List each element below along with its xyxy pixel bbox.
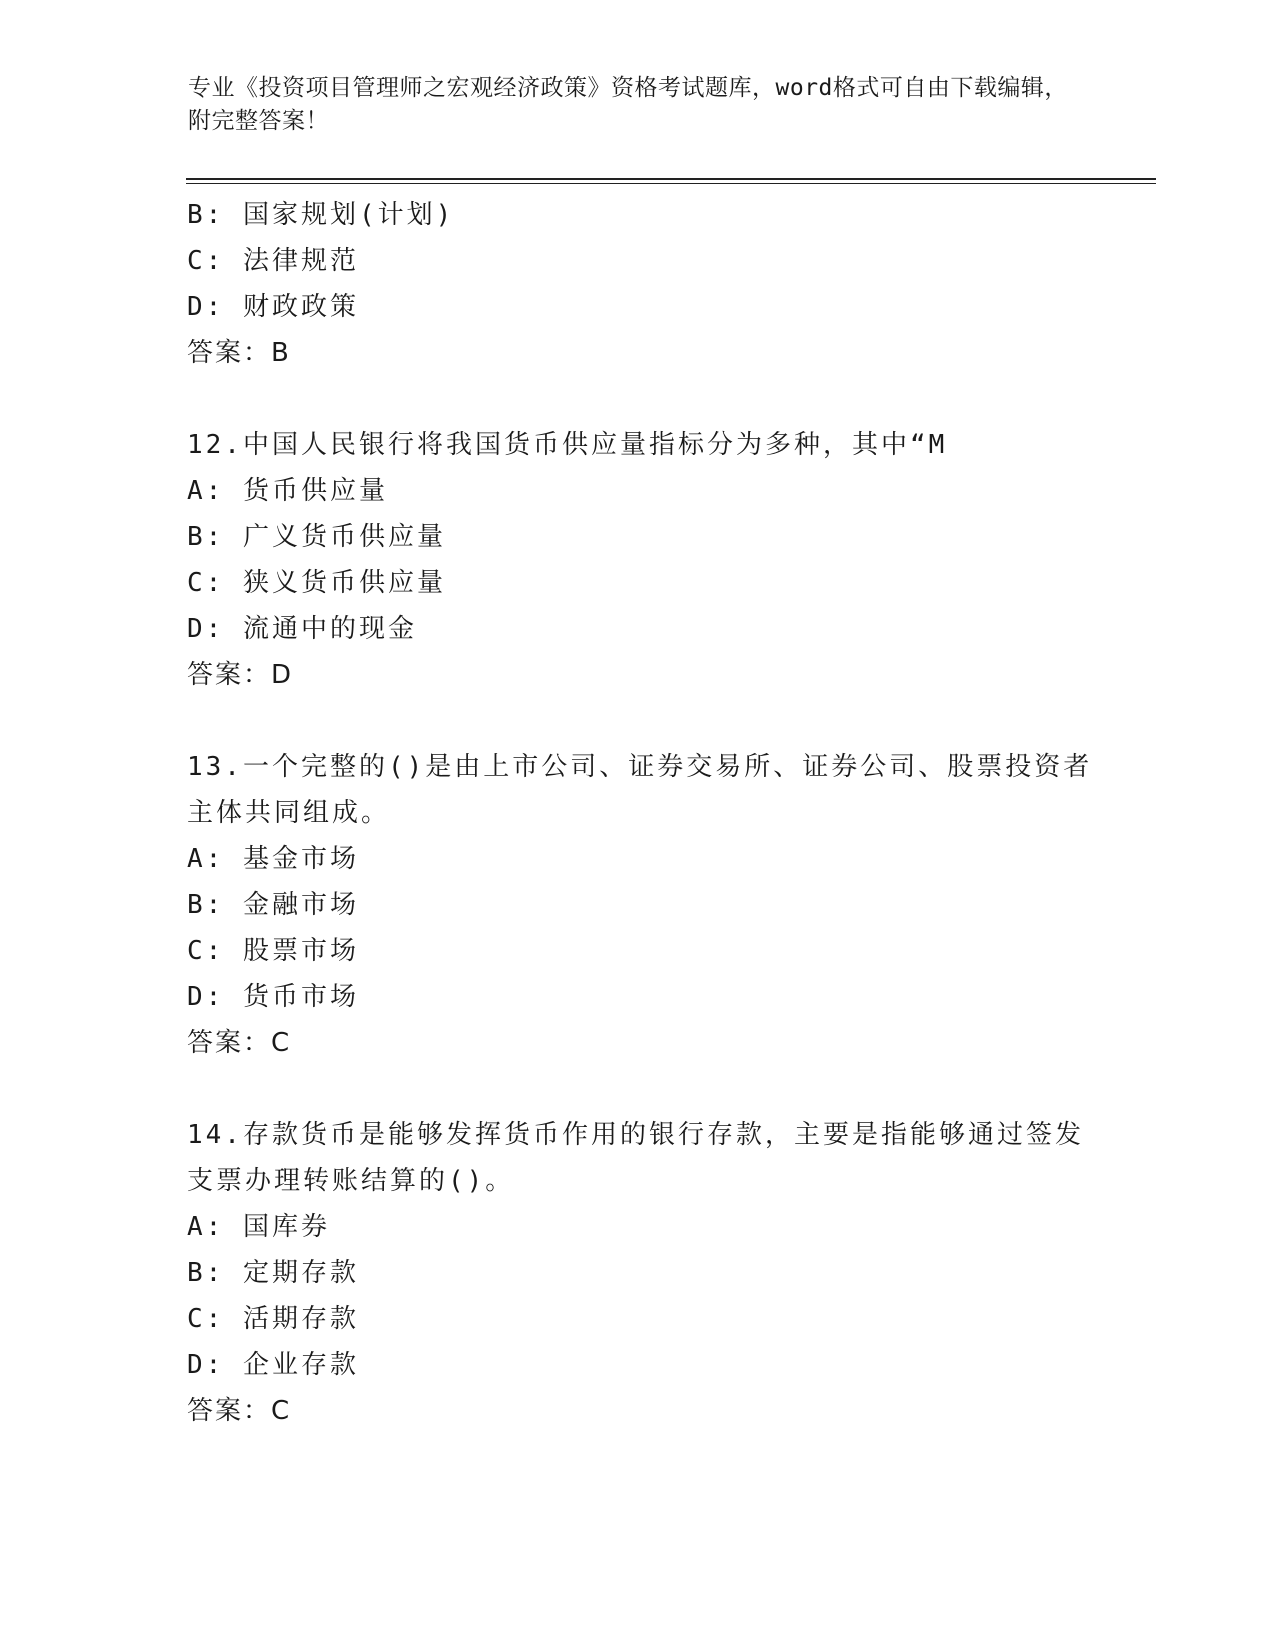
answer: 答案：C [187,1028,292,1058]
question-block-14 [187,1112,1087,1434]
option-a: A: 国库券 [187,1212,330,1242]
question-text-line-1: 14.存款货币是能够发挥货币作用的银行存款，主要是指能够通过签发 [187,1120,1084,1150]
option-a: A: 基金市场 [187,844,359,874]
header-divider-thick [186,178,1156,180]
option-d: D: 财政政策 [187,292,359,322]
header-divider-thin [186,183,1156,184]
answer: 答案：B [187,338,291,368]
option-c: C: 法律规范 [187,246,359,276]
spacer [187,698,1087,744]
question-block-12 [187,422,1087,698]
option-a: A: 货币供应量 [187,476,388,506]
option-c: C: 股票市场 [187,936,359,966]
spacer [187,376,1087,422]
answer: 答案：C [187,1396,292,1426]
option-c: C: 活期存款 [187,1304,359,1334]
option-b: B: 国家规划(计划) [187,200,455,230]
option-c: C: 狭义货币供应量 [187,568,446,598]
answer: 答案：D [187,660,294,690]
question-text: 12.中国人民银行将我国货币供应量指标分为多种，其中“M [187,430,948,460]
question-block-13 [187,744,1093,1066]
question-list [187,192,1093,1434]
question-text-line-2: 主体共同组成。 [187,798,391,828]
question-text-line-2: 支票办理转账结算的()。 [187,1166,515,1196]
question-text-line-1: 13.一个完整的()是由上市公司、证券交易所、证券公司、股票投资者 [187,752,1093,782]
option-d: D: 流通中的现金 [187,614,417,644]
option-b: B: 广义货币供应量 [187,522,446,552]
option-b: B: 金融市场 [187,890,359,920]
document-header: 专业《投资项目管理师之宏观经济政策》资格考试题库，word格式可自由下载编辑，附完整答案！ [188,75,1068,134]
question-block-11 [187,192,1087,376]
spacer [187,1066,1087,1112]
option-d: D: 货币市场 [187,982,359,1012]
option-b: B: 定期存款 [187,1258,359,1288]
option-d: D: 企业存款 [187,1350,359,1380]
